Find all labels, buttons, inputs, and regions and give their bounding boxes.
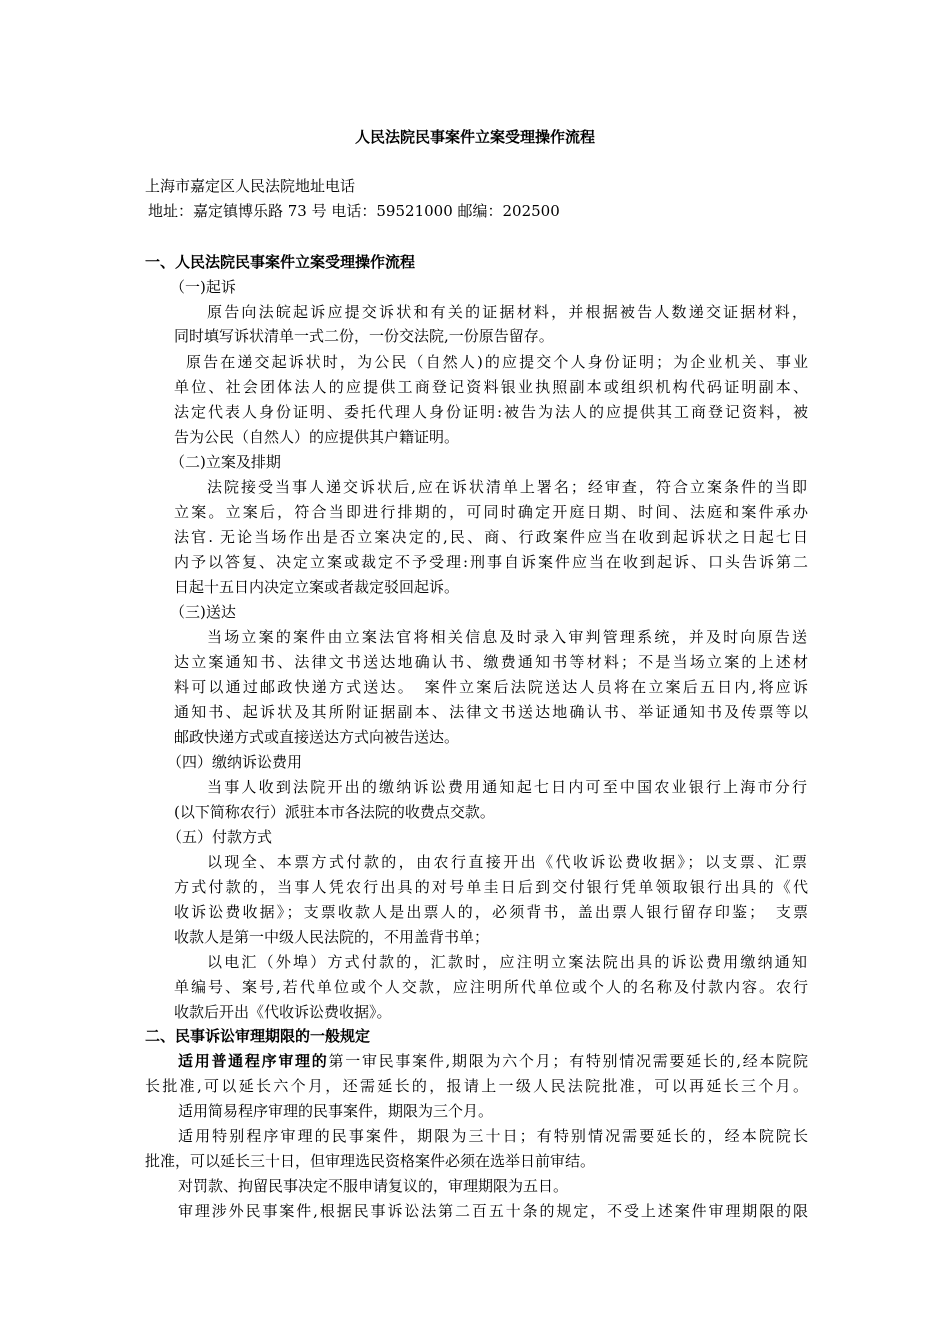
sub5-line: 以现全、本票方式付款的，由农行直接开出《代收诉讼费收据》；以支票、汇票 — [207, 853, 807, 871]
sub2-line: 立案。立案后，符合当即进行排期的，可同时确定开庭日期、时间、法庭和案件承办 — [174, 503, 808, 521]
sub2-title: （二)立案及排期 — [170, 453, 281, 471]
section2-line: 对罚款、拘留民事决定不服申请复议的，审理期限为五日。 — [178, 1177, 569, 1195]
emphasis-text: 适用普通程序审理的 — [178, 1052, 329, 1070]
section2-line: 适用简易程序审理的民事案件，期限为三个月。 — [178, 1102, 494, 1120]
section2-heading: 二、民事诉讼审理期限的一般规定 — [145, 1027, 371, 1045]
sub1-line: 法定代表人身份证明、委托代理人身份证明:被告为法人的应提供其工商登记资料，被 — [174, 403, 808, 421]
sub3-line: 通知书、起诉状及其所附证据副本、法律文书送达地确认书、举证通知书及传票等以 — [174, 703, 808, 721]
sub1-title: （一)起诉 — [170, 278, 236, 296]
sub5-line: 收诉讼费收据》；支票收款人是出票人的，必须背书，盖出票人银行留存印鉴； 支票 — [174, 903, 808, 921]
sub5-line: 收款人是第一中级人民法院的，不用盖背书单； — [174, 928, 490, 946]
sub3-line: 当场立案的案件由立案法官将相关信息及时录入审判管理系统，并及时向原告送 — [207, 628, 807, 646]
sub4-line: (以下简称农行）派驻本市各法院的收费点交款。 — [174, 803, 495, 821]
sub2-line: 内予以答复、决定立案或裁定不予受理:刑事自诉案件应当在收到起诉、口头告诉第二 — [174, 553, 808, 571]
sub3-line: 料可以通过邮政快递方式送达。 案件立案后法院送达人员将在立案后五日内,将应诉 — [174, 678, 808, 696]
sub1-line: 告为公民（自然人）的应提供其户籍证明。 — [174, 428, 460, 446]
section2-line: 批准，可以延长三十日，但审理选民资格案件必须在选举日前审结。 — [145, 1152, 596, 1170]
section2-line: 长批准,可以延长六个月，还需延长的，报请上一级人民法院批准，可以再延长三个月。 — [145, 1077, 808, 1095]
sub1-line: 单位、社会团体法人的应提供工商登记资料银业执照副本或组织机构代码证明副本、 — [174, 378, 808, 396]
sub5-line: 收款后开出《代收诉讼费收据》。 — [174, 1003, 392, 1021]
section2-paragraph — [178, 1051, 808, 1071]
address-line: 地址：嘉定镇博乐路 73 号 电话：59521000 邮编：202500 — [148, 202, 560, 220]
paragraph-text: 第一审民事案件,期限为六个月；有特别情况需要延长的,经本院院 — [328, 1052, 808, 1070]
sub5-line: 方式付款的，当事人凭农行出具的对号单圭日后到交付银行凭单领取银行出具的《代 — [174, 878, 808, 896]
document-title: 人民法院民事案件立案受理操作流程 — [354, 128, 595, 146]
sub2-line: 法官. 无论当场作出是否立案决定的,民、商、行政案件应当在收到起诉状之日起七日 — [174, 528, 808, 546]
sub3-line: 达立案通知书、法律文书送达地确认书、缴费通知书等材料；不是当场立案的上述材 — [174, 653, 808, 671]
sub5-title: （五）付款方式 — [167, 828, 273, 846]
sub4-title: （四）缴纳诉讼费用 — [167, 753, 303, 771]
sub1-line: 原告向法皖起诉应提交诉状和有关的证据材料，并根据被告人数递交证据材料， — [207, 303, 807, 321]
section2-line: 审理涉外民事案件,根据民事诉讼法第二百五十条的规定，不受上述案件审理期限的限 — [178, 1202, 808, 1220]
sub1-line: 同时填写诉状清单一式二份，一份交法院,一份原告留存。 — [174, 327, 554, 345]
sub5-line: 单编号、案号,若代单位或个人交款，应注明所代单位或个人的名称及付款内容。农行 — [174, 978, 808, 996]
sub2-line: 法院接受当事人递交诉状后,应在诉状清单上署名；经审查，符合立案条件的当即 — [207, 478, 807, 496]
sub1-line: 原告在递交起诉状时，为公民（自然人)的应提交个人身份证明；为企业机关、事业 — [186, 353, 808, 371]
section2-line: 适用特别程序审理的民事案件，期限为三十日；有特别情况需要延长的，经本院院长 — [178, 1127, 808, 1145]
sub5-line: 以电汇（外埠）方式付款的，汇款时，应注明立案法院出具的诉讼费用缴纳通知 — [207, 953, 807, 971]
sub2-line: 日起十五日内决定立案或者裁定驳回起诉。 — [174, 578, 460, 596]
sub4-line: 当事人收到法院开出的缴纳诉讼费用通知起七日内可至中国农业银行上海市分行 — [207, 778, 807, 796]
sub3-line: 邮政快递方式或直接送达方式向被告送达。 — [174, 728, 460, 746]
section1-heading: 一、人民法院民事案件立案受理操作流程 — [145, 253, 416, 271]
sub3-title: （三)送达 — [170, 603, 236, 621]
address-header: 上海市嘉定区人民法院地址电话 — [145, 177, 356, 195]
